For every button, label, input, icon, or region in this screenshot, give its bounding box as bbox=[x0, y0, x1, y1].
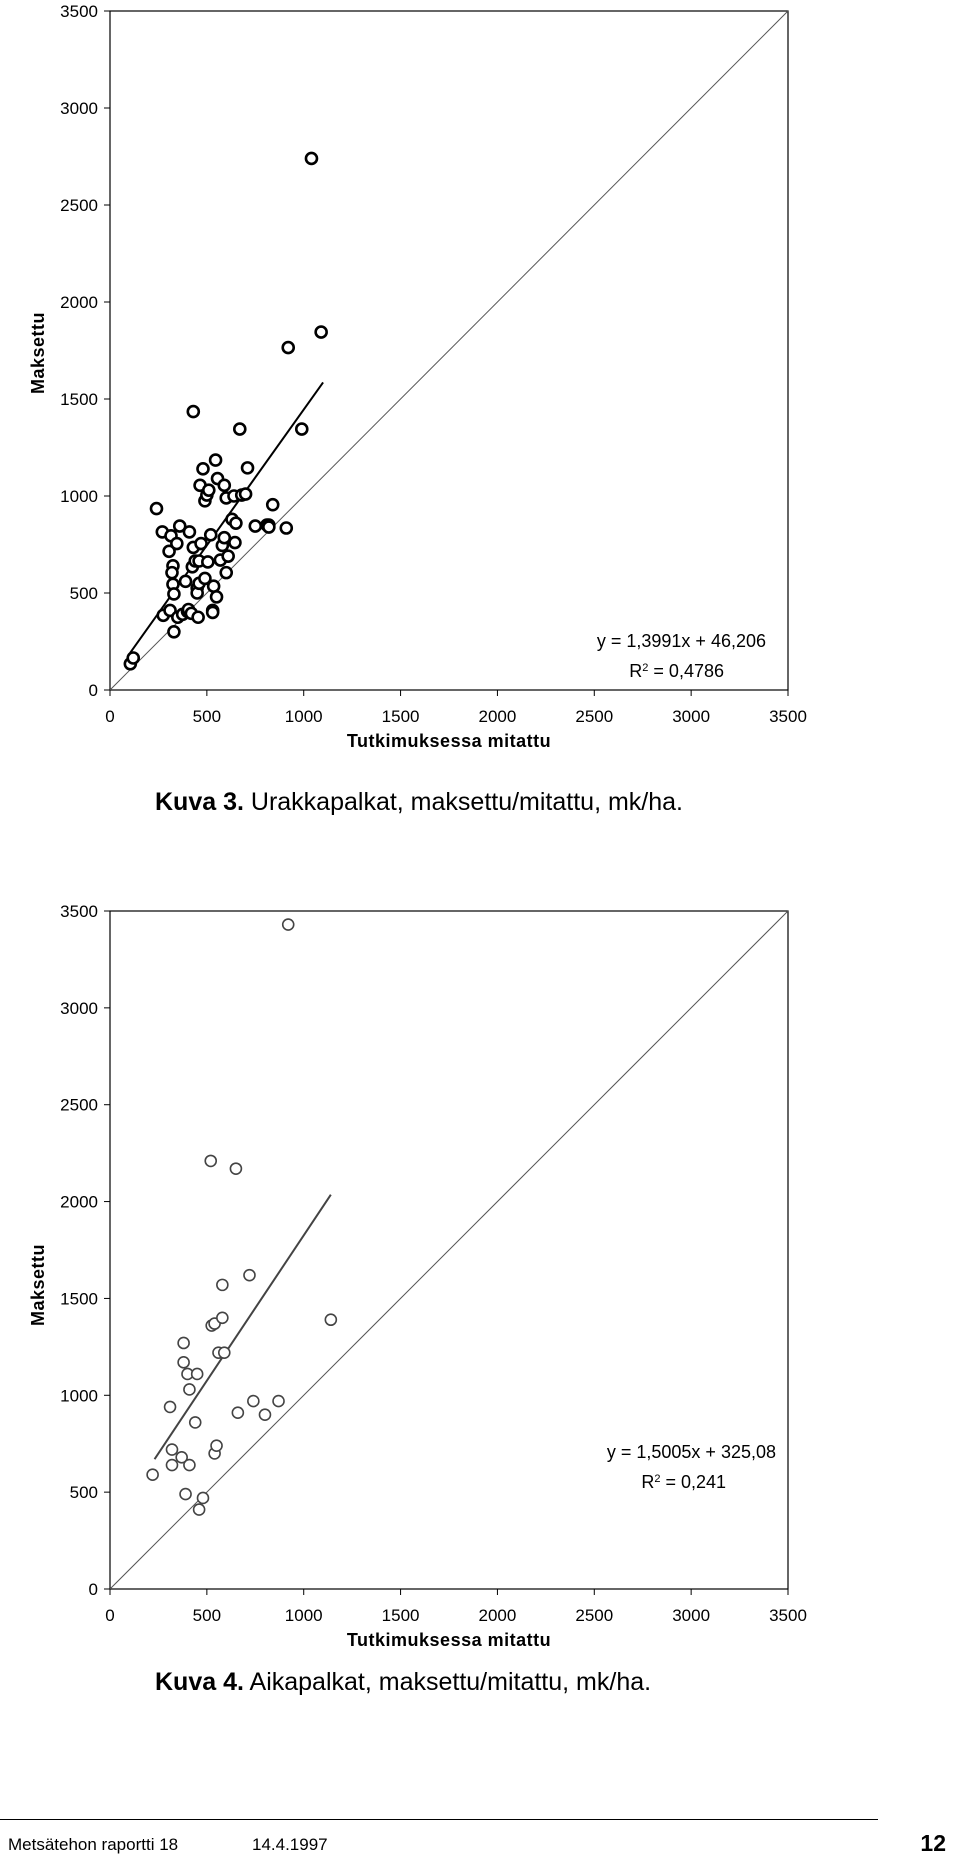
data-point bbox=[240, 489, 251, 500]
data-point bbox=[273, 1396, 284, 1407]
data-point bbox=[221, 567, 232, 578]
data-point bbox=[184, 1384, 195, 1395]
data-point bbox=[197, 1492, 208, 1503]
y-tick-label: 1500 bbox=[60, 1289, 98, 1309]
x-tick-label: 1000 bbox=[284, 1606, 323, 1625]
data-point bbox=[178, 1337, 189, 1348]
data-point bbox=[171, 538, 182, 549]
y-tick-label: 3500 bbox=[60, 2, 98, 21]
data-point bbox=[128, 652, 139, 663]
data-point bbox=[211, 591, 222, 602]
x-tick-label: 1500 bbox=[381, 1606, 420, 1625]
data-point bbox=[219, 480, 230, 491]
figure-caption-4 bbox=[155, 1668, 651, 1697]
y-axis-label: Maksettu bbox=[28, 311, 48, 395]
data-point bbox=[147, 1469, 158, 1480]
x-tick-label: 2500 bbox=[575, 707, 614, 726]
x-tick-label: 500 bbox=[192, 1606, 222, 1625]
data-point bbox=[188, 406, 199, 417]
data-point bbox=[234, 424, 245, 435]
data-point bbox=[178, 1357, 189, 1368]
y-tick-label: 1000 bbox=[60, 1386, 98, 1406]
data-point bbox=[207, 607, 218, 618]
page-footer bbox=[0, 1819, 960, 1861]
data-point bbox=[202, 556, 213, 567]
data-point bbox=[190, 1417, 201, 1428]
data-point bbox=[263, 522, 274, 533]
y-tick-label: 1000 bbox=[60, 487, 98, 506]
r-squared-label: $R^2 = 0,241$ bbox=[641, 1472, 726, 1492]
data-point bbox=[306, 153, 317, 164]
data-point bbox=[193, 612, 204, 623]
data-point bbox=[166, 1460, 177, 1471]
figure-caption-3 bbox=[155, 788, 683, 817]
y-tick-label: 3500 bbox=[60, 902, 98, 921]
x-tick-label: 2000 bbox=[478, 707, 517, 726]
y-tick-label: 500 bbox=[69, 584, 98, 603]
r-squared-label: $R^2 = 0,4786$ bbox=[629, 661, 724, 681]
data-point bbox=[197, 463, 208, 474]
footer-report-name: Metsätehon raportti 18 bbox=[8, 1835, 179, 1854]
data-point bbox=[192, 1368, 203, 1379]
data-point bbox=[205, 529, 216, 540]
x-tick-label: 3000 bbox=[672, 1606, 711, 1625]
data-point bbox=[180, 1489, 191, 1500]
trendline bbox=[155, 1195, 331, 1460]
data-point bbox=[184, 1460, 195, 1471]
data-point bbox=[244, 1270, 255, 1281]
data-point bbox=[296, 424, 307, 435]
x-tick-label: 3000 bbox=[672, 707, 711, 726]
x-tick-label: 0 bbox=[105, 1606, 115, 1625]
data-point bbox=[180, 576, 191, 587]
data-point bbox=[166, 567, 177, 578]
data-point bbox=[242, 462, 253, 473]
figure-number-4: Kuva 4. bbox=[155, 1668, 244, 1696]
data-point bbox=[230, 518, 241, 529]
y-tick-label: 0 bbox=[88, 1580, 98, 1599]
trendline-equation: y = 1,5005x + 325,08 bbox=[606, 1442, 776, 1462]
figure-title-3: Urakkapalkat, maksettu/mitattu, mk/ha. bbox=[250, 788, 683, 816]
footer-rule bbox=[0, 1819, 878, 1820]
x-tick-label: 2500 bbox=[575, 1606, 614, 1625]
x-axis-label: Tutkimuksessa mitattu bbox=[346, 731, 552, 751]
x-tick-label: 2000 bbox=[478, 1606, 517, 1625]
y-tick-label: 3000 bbox=[60, 99, 98, 118]
chart-1 bbox=[0, 0, 960, 770]
x-tick-label: 1000 bbox=[284, 707, 323, 726]
data-point bbox=[168, 588, 179, 599]
y-tick-label: 500 bbox=[69, 1483, 98, 1503]
data-point bbox=[211, 1440, 222, 1451]
data-point bbox=[165, 1401, 176, 1412]
y-tick-label: 2000 bbox=[60, 293, 98, 312]
x-tick-label: 0 bbox=[105, 707, 115, 726]
data-point bbox=[194, 1504, 205, 1515]
y-tick-label: 2000 bbox=[60, 1192, 98, 1212]
data-point bbox=[203, 485, 214, 496]
x-tick-label: 500 bbox=[192, 707, 222, 726]
figure-title-4: Aikapalkat, maksettu/mitattu, mk/ha. bbox=[249, 1668, 652, 1696]
x-tick-label: 3500 bbox=[769, 1606, 807, 1625]
data-point bbox=[283, 919, 294, 930]
figure-number-3: Kuva 3. bbox=[155, 788, 244, 816]
x-axis-label: Tutkimuksessa mitattu bbox=[346, 1630, 552, 1650]
data-point bbox=[210, 455, 221, 466]
data-point bbox=[232, 1407, 243, 1418]
y-tick-label: 2500 bbox=[60, 1095, 98, 1115]
data-point bbox=[217, 1312, 228, 1323]
data-point bbox=[325, 1314, 336, 1325]
data-point bbox=[184, 526, 195, 537]
data-point bbox=[230, 1163, 241, 1174]
y-axis-label: Maksettu bbox=[28, 1243, 48, 1327]
data-point bbox=[168, 626, 179, 637]
data-point bbox=[229, 537, 240, 548]
data-point bbox=[219, 532, 230, 543]
data-point bbox=[259, 1409, 270, 1420]
page-number: 12 bbox=[920, 1830, 946, 1856]
data-point bbox=[166, 1444, 177, 1455]
data-point bbox=[208, 581, 219, 592]
data-point bbox=[283, 342, 294, 353]
footer-date: 14.4.1997 bbox=[252, 1835, 328, 1854]
data-point bbox=[267, 499, 278, 510]
data-point bbox=[223, 551, 234, 562]
data-point bbox=[250, 521, 261, 532]
x-tick-label: 3500 bbox=[769, 707, 807, 726]
chart-2 bbox=[0, 900, 960, 1660]
y-tick-label: 2500 bbox=[60, 196, 98, 215]
data-point bbox=[205, 1155, 216, 1166]
data-point bbox=[196, 538, 207, 549]
data-point bbox=[248, 1396, 259, 1407]
y-tick-label: 0 bbox=[88, 681, 98, 700]
data-point bbox=[316, 327, 327, 338]
y-tick-label: 1500 bbox=[60, 390, 98, 409]
data-point bbox=[217, 1279, 228, 1290]
data-point bbox=[281, 523, 292, 534]
y-tick-label: 3000 bbox=[60, 998, 98, 1018]
data-point bbox=[151, 503, 162, 514]
x-tick-label: 1500 bbox=[381, 707, 420, 726]
trendline-equation: y = 1,3991x + 46,206 bbox=[596, 631, 766, 651]
data-point bbox=[219, 1347, 230, 1358]
